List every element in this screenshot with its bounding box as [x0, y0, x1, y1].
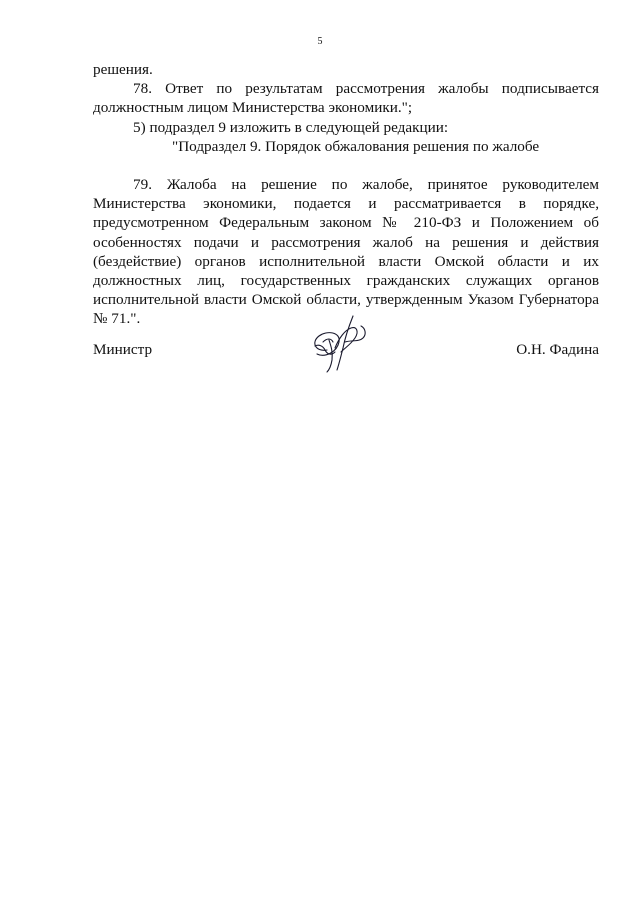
paragraph-spacer	[93, 156, 599, 175]
subsection-heading: "Подраздел 9. Порядок обжалования решения по жалобе	[172, 137, 540, 155]
paragraph-continuation: решения.	[93, 61, 153, 78]
page-number: 5	[317, 36, 323, 47]
paragraph-78: 78. Ответ по результатам рассмотрения жалобы подписывается должностным лицом Министерства экономики.";	[93, 80, 599, 117]
document-body	[93, 60, 599, 329]
signatory-title: Министр	[93, 341, 153, 358]
signature-block	[93, 340, 599, 370]
paragraph-79: 79. Жалоба на решение по жалобе, принятое руководителем Министерства экономики, подается и рассматривается в порядке, предусмотренном Федеральным законом № 210-ФЗ и Положением об особенностях подачи и рассмотрения жалоб на решения и действия (бездействие) органов исполнительной власти Омской области и их должностных лиц, государственных гражданских служащих органов исполнительной власти Омской области, утвержденным Указом Губернатора № 71.".	[93, 176, 599, 328]
paragraph-item-5: 5) подраздел 9 изложить в следующей редакции:	[133, 118, 449, 136]
signatory-name: О.Н. Фадина	[516, 341, 599, 358]
handwritten-signature	[305, 312, 373, 374]
